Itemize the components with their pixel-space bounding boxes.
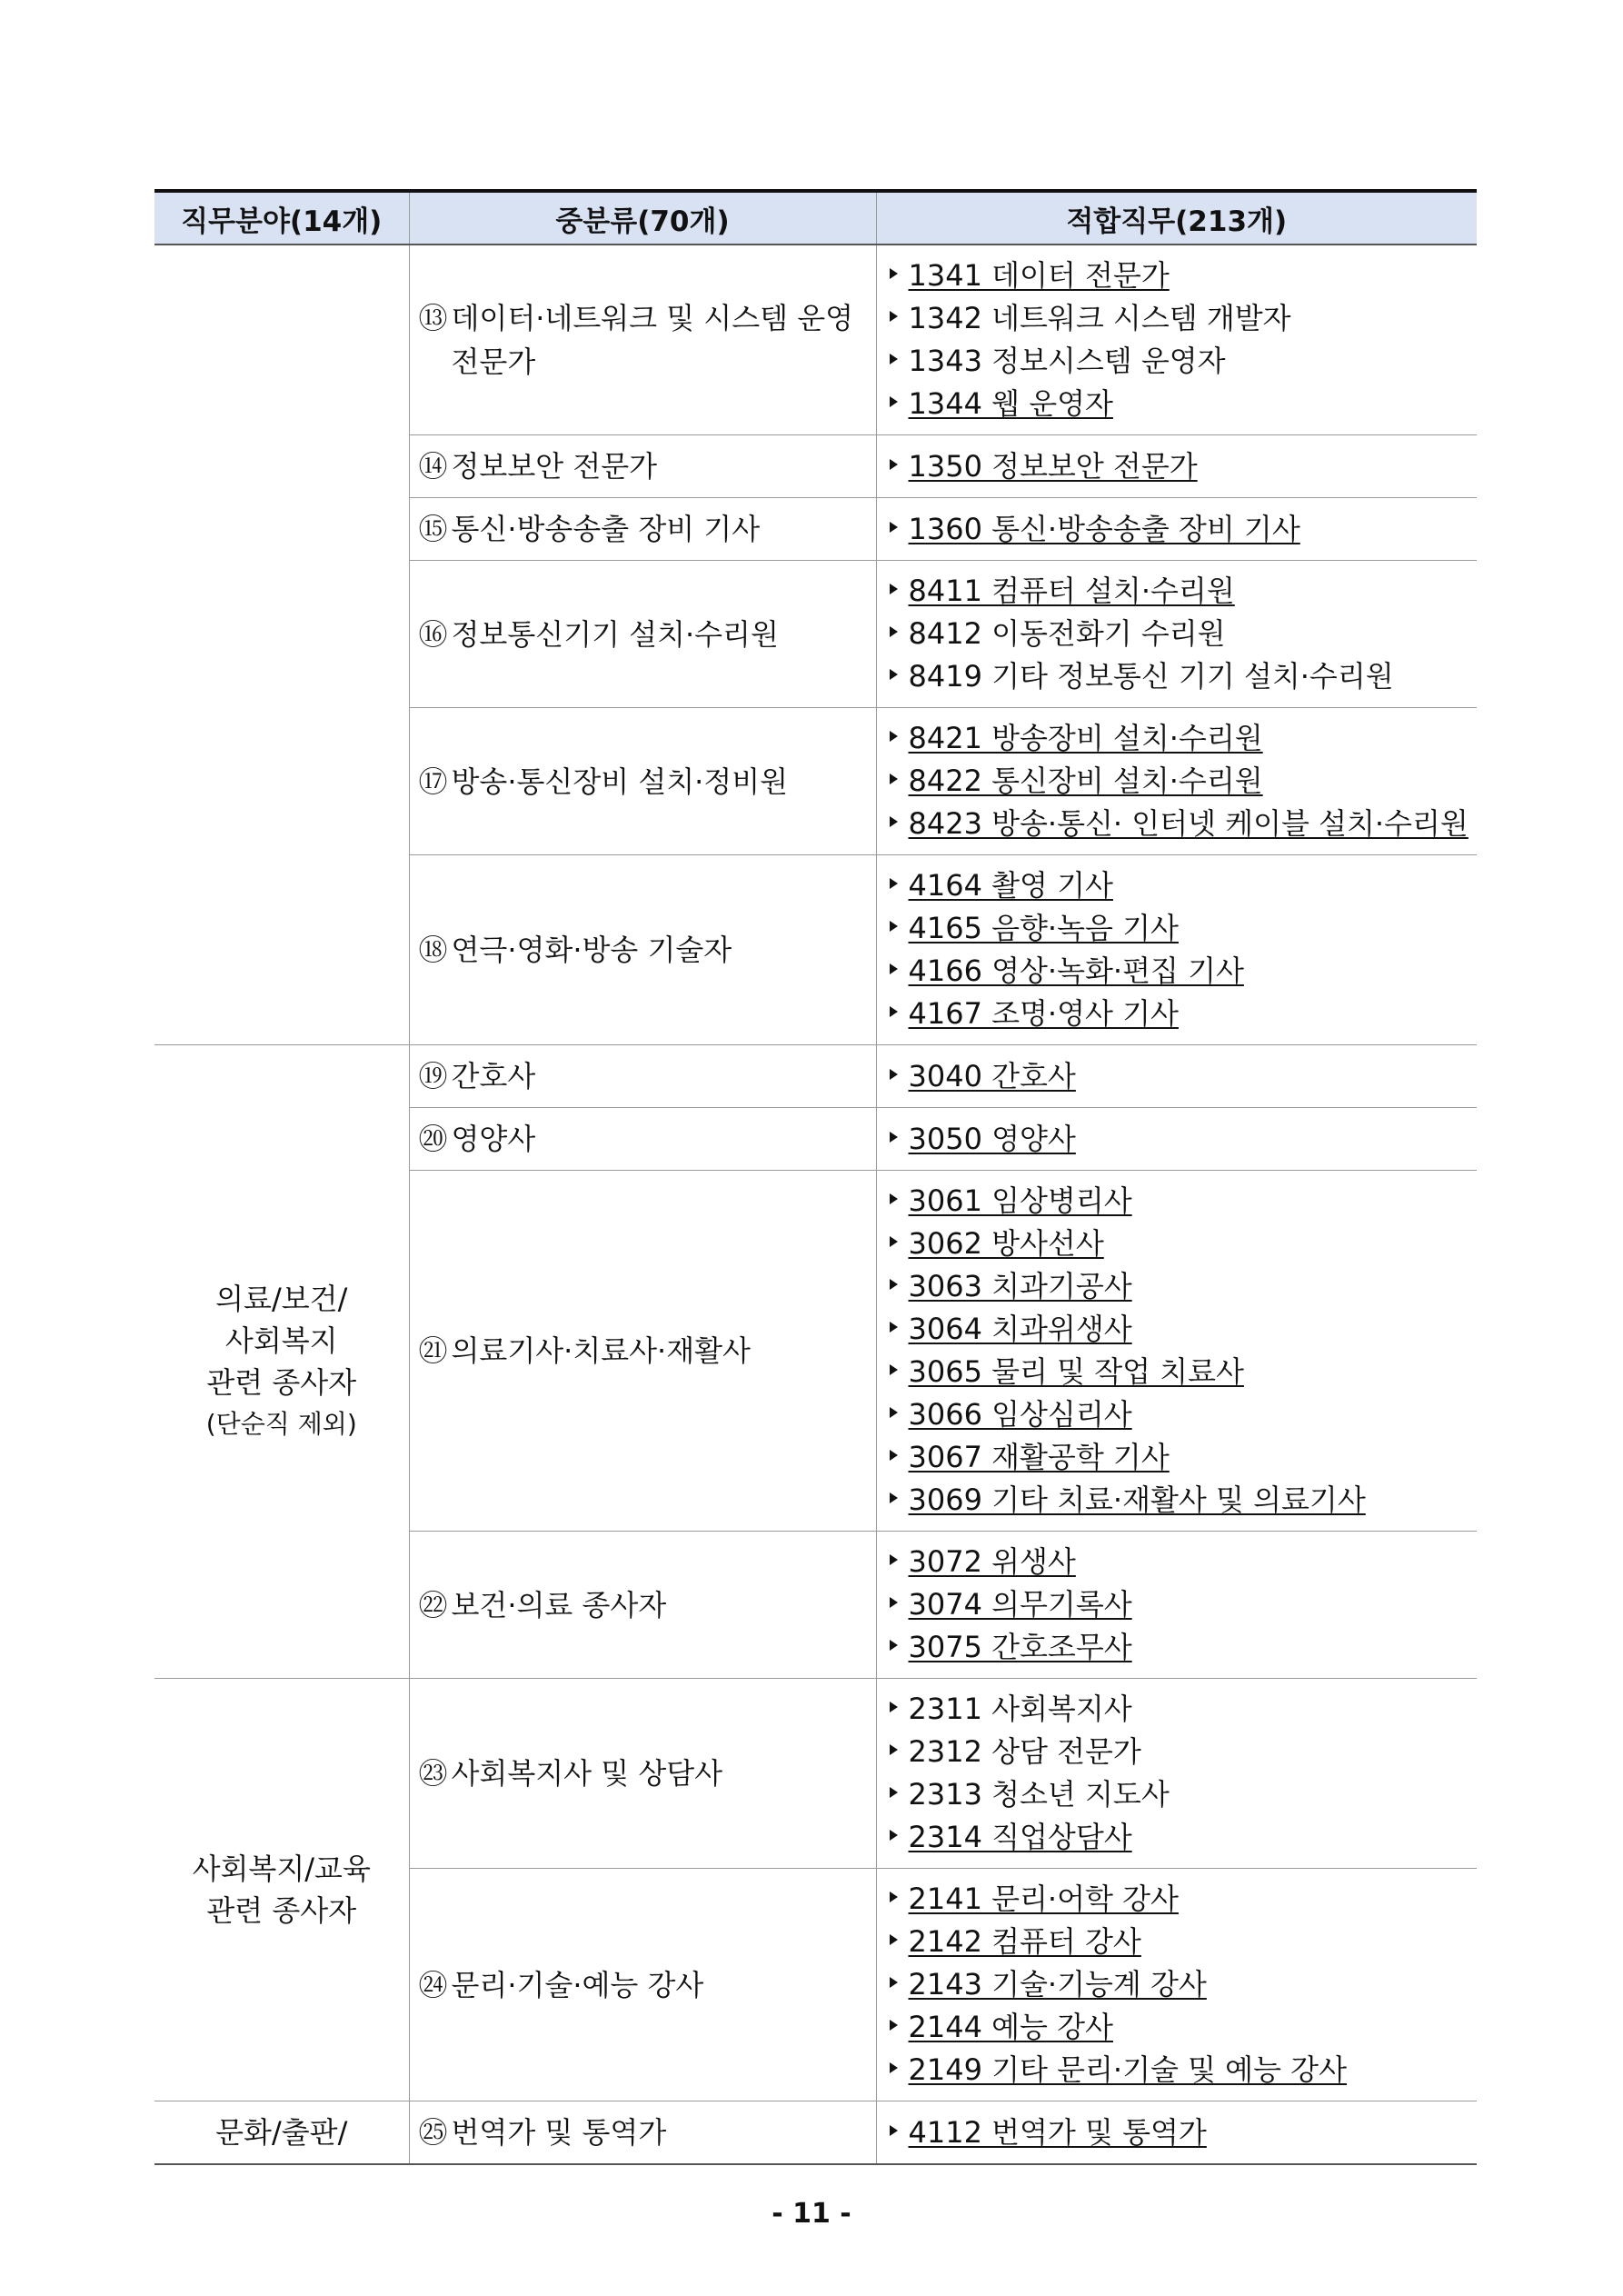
- job-item: [890, 1055, 1470, 1098]
- category-number: ⑱: [418, 933, 448, 967]
- job-label: 1342 네트워크 시스템 개발자: [908, 301, 1291, 335]
- job-label: 3075 간호조무사: [908, 1630, 1132, 1664]
- job-item: [890, 1223, 1470, 1265]
- job-label: 4166 영상·녹화·편집 기사: [908, 953, 1244, 988]
- category-name: 정보보안 전문가: [451, 449, 658, 484]
- category-cell: [409, 1108, 876, 1171]
- job-label: 3064 치과위생사: [908, 1312, 1132, 1346]
- category-cell: [409, 708, 876, 855]
- job-item: [890, 907, 1470, 950]
- job-item: [890, 2111, 1470, 2154]
- triangle-bullet-icon: [890, 1236, 898, 1247]
- job-label: 3065 물리 및 작업 치료사: [908, 1354, 1244, 1389]
- job-label: 3072 위생사: [908, 1544, 1076, 1579]
- category-number: ⑬: [418, 301, 448, 335]
- job-item: [890, 1963, 1470, 2006]
- field-line: 의료/보건/: [215, 1282, 348, 1316]
- triangle-bullet-icon: [890, 459, 898, 470]
- page-number: - 11 -: [772, 2198, 851, 2230]
- category-name: 통신·방송송출 장비 기사: [451, 512, 761, 546]
- job-label: 2141 문리·어학 강사: [908, 1882, 1179, 1916]
- job-label: 3062 방사선사: [908, 1226, 1104, 1261]
- category-name: 정보통신기기 설치·수리원: [451, 616, 779, 652]
- triangle-bullet-icon: [890, 1977, 898, 1988]
- table-row: [154, 2101, 1477, 2165]
- job-item: [890, 760, 1470, 803]
- job-item: [890, 717, 1470, 760]
- job-item: [890, 1921, 1470, 1963]
- job-item: [890, 1265, 1470, 1308]
- job-label: 3069 기타 치료·재활사 및 의료기사: [908, 1482, 1366, 1517]
- job-label: 4165 음향·녹음 기사: [908, 911, 1179, 945]
- field-line: 문화/출판/: [215, 2115, 348, 2150]
- job-label: 8419 기타 정보통신 기기 설치·수리원: [908, 659, 1394, 694]
- jobs-cell: [876, 2101, 1477, 2165]
- category-name: 의료기사·치료사·재활사: [451, 1333, 751, 1368]
- triangle-bullet-icon: [890, 2062, 898, 2073]
- job-item: [890, 445, 1470, 488]
- triangle-bullet-icon: [890, 1640, 898, 1651]
- jobs-cell: [876, 435, 1477, 498]
- category-number: ㉓: [418, 1756, 448, 1791]
- field-cell: [154, 1045, 409, 1679]
- job-table: [154, 189, 1477, 2165]
- job-item: [890, 1436, 1470, 1479]
- jobs-cell: [876, 245, 1477, 435]
- job-label: 8422 통신장비 설치·수리원: [908, 764, 1263, 798]
- job-item: [890, 1393, 1470, 1436]
- job-label: 1341 데이터 전문가: [908, 258, 1170, 293]
- triangle-bullet-icon: [890, 774, 898, 784]
- triangle-bullet-icon: [890, 522, 898, 533]
- jobs-cell: [876, 1679, 1477, 1869]
- jobs-cell: [876, 1171, 1477, 1532]
- job-label: 2143 기술·기능계 강사: [908, 1967, 1207, 2002]
- category-number: ㉔: [418, 1967, 448, 2002]
- job-item: [890, 1118, 1470, 1161]
- category-name: 연극·영화·방송 기술자: [451, 933, 732, 967]
- job-label: 2312 상담 전문가: [908, 1734, 1141, 1769]
- triangle-bullet-icon: [890, 1132, 898, 1143]
- job-label: 3066 임상심리사: [908, 1397, 1132, 1432]
- triangle-bullet-icon: [890, 626, 898, 637]
- category-number: ㉒: [418, 1587, 448, 1622]
- category-cell: [409, 1679, 876, 1869]
- jobs-cell: [876, 1869, 1477, 2101]
- category-number: ⑰: [418, 764, 448, 799]
- category-name: 영양사: [451, 1122, 536, 1156]
- triangle-bullet-icon: [890, 1322, 898, 1333]
- table-row: [154, 245, 1477, 435]
- category-cell: [409, 1869, 876, 2101]
- job-item: [890, 1816, 1470, 1859]
- job-label: 1350 정보보안 전문가: [908, 448, 1198, 484]
- triangle-bullet-icon: [890, 1279, 898, 1290]
- category-number: ㉑: [418, 1333, 448, 1368]
- job-label: 3061 임상병리사: [908, 1183, 1132, 1218]
- field-cell: [154, 2101, 409, 2165]
- field-cell: [154, 1679, 409, 2101]
- triangle-bullet-icon: [890, 1554, 898, 1565]
- job-label: 3074 의무기록사: [908, 1587, 1132, 1622]
- job-item: [890, 255, 1470, 297]
- jobs-cell: [876, 498, 1477, 561]
- category-cell: [409, 245, 876, 435]
- triangle-bullet-icon: [890, 2125, 898, 2136]
- job-item: [890, 340, 1470, 383]
- job-item: [890, 655, 1470, 698]
- triangle-bullet-icon: [890, 311, 898, 322]
- category-cell: [409, 2101, 876, 2165]
- table-row: [154, 1679, 1477, 1869]
- job-item: [890, 1773, 1470, 1816]
- header-category: 중분류(70개): [409, 191, 876, 245]
- job-item: [890, 383, 1470, 425]
- field-line: 관련 종사자: [206, 1893, 357, 1928]
- triangle-bullet-icon: [890, 1069, 898, 1080]
- triangle-bullet-icon: [890, 921, 898, 932]
- job-label: 2149 기타 문리·기술 및 예능 강사: [908, 2052, 1348, 2087]
- triangle-bullet-icon: [890, 584, 898, 594]
- job-item: [890, 1688, 1470, 1731]
- triangle-bullet-icon: [890, 1702, 898, 1712]
- category-number: ㉕: [418, 2115, 448, 2150]
- category-cell: [409, 1171, 876, 1532]
- job-label: 3040 간호사: [908, 1058, 1076, 1093]
- category-number: ⑯: [418, 616, 448, 652]
- job-item: [890, 1180, 1470, 1223]
- triangle-bullet-icon: [890, 1744, 898, 1755]
- jobs-cell: [876, 1045, 1477, 1108]
- category-number: ⑭: [418, 449, 448, 484]
- category-name: 보건·의료 종사자: [451, 1587, 667, 1622]
- job-label: 2142 컴퓨터 강사: [908, 1924, 1141, 1959]
- job-label: 1344 웹 운영자: [908, 386, 1113, 421]
- header-field: 직무분야(14개): [154, 191, 409, 245]
- jobs-cell: [876, 1108, 1477, 1171]
- job-item: [890, 297, 1470, 340]
- triangle-bullet-icon: [890, 1787, 898, 1798]
- job-item: [890, 2049, 1470, 2091]
- job-label: 8421 방송장비 설치·수리원: [908, 721, 1263, 755]
- category-cell: [409, 1045, 876, 1108]
- category-name: 방송·통신장비 설치·정비원: [451, 764, 789, 799]
- triangle-bullet-icon: [890, 354, 898, 364]
- job-item: [890, 993, 1470, 1035]
- field-line: 사회복지: [224, 1323, 338, 1358]
- category-name: 번역가 및 통역가: [451, 2115, 667, 2150]
- job-label: 3050 영양사: [908, 1121, 1076, 1156]
- triangle-bullet-icon: [890, 1364, 898, 1375]
- category-name: 사회복지사 및 상담사: [451, 1756, 723, 1791]
- triangle-bullet-icon: [890, 268, 898, 279]
- job-label: 2311 사회복지사: [908, 1692, 1132, 1726]
- triangle-bullet-icon: [890, 1934, 898, 1945]
- job-item: [890, 570, 1470, 613]
- job-item: [890, 2006, 1470, 2049]
- job-label: 8411 컴퓨터 설치·수리원: [908, 574, 1235, 608]
- job-item: [890, 1878, 1470, 1921]
- job-item: [890, 864, 1470, 907]
- triangle-bullet-icon: [890, 2020, 898, 2031]
- job-item: [890, 508, 1470, 551]
- job-item: [890, 950, 1470, 993]
- job-item: [890, 1731, 1470, 1773]
- triangle-bullet-icon: [890, 1407, 898, 1418]
- table-row: [154, 1045, 1477, 1108]
- triangle-bullet-icon: [890, 878, 898, 889]
- job-label: 3067 재활공학 기사: [908, 1440, 1170, 1474]
- category-number: ⑳: [418, 1122, 448, 1156]
- jobs-cell: [876, 708, 1477, 855]
- category-cell: [409, 855, 876, 1045]
- triangle-bullet-icon: [890, 963, 898, 974]
- triangle-bullet-icon: [890, 1006, 898, 1017]
- job-label: 2144 예능 강사: [908, 2010, 1113, 2044]
- triangle-bullet-icon: [890, 1193, 898, 1204]
- job-item: [890, 1626, 1470, 1669]
- job-label: 1360 통신·방송송출 장비 기사: [908, 511, 1300, 546]
- category-cell: [409, 561, 876, 708]
- job-item: [890, 613, 1470, 655]
- job-label: 8412 이동전화기 수리원: [908, 616, 1226, 651]
- jobs-cell: [876, 855, 1477, 1045]
- category-number: ⑮: [418, 512, 448, 546]
- category-number: ⑲: [418, 1059, 448, 1093]
- job-label: 8423 방송·통신· 인터넷 케이블 설치·수리원: [908, 806, 1469, 841]
- table-header-row: [154, 191, 1477, 245]
- job-item: [890, 1351, 1470, 1393]
- category-cell: [409, 435, 876, 498]
- field-line: 관련 종사자: [206, 1365, 357, 1400]
- job-label: 2314 직업상담사: [908, 1820, 1132, 1854]
- triangle-bullet-icon: [890, 1450, 898, 1461]
- job-label: 3063 치과기공사: [908, 1269, 1132, 1303]
- triangle-bullet-icon: [890, 396, 898, 407]
- job-label: 1343 정보시스템 운영자: [908, 344, 1226, 378]
- triangle-bullet-icon: [890, 1597, 898, 1608]
- field-cell: [154, 245, 409, 1045]
- category-cell: [409, 498, 876, 561]
- jobs-cell: [876, 561, 1477, 708]
- category-name: 간호사: [451, 1059, 536, 1093]
- category-name: 문리·기술·예능 강사: [451, 1967, 704, 2002]
- job-label: 4112 번역가 및 통역가: [908, 2114, 1207, 2150]
- triangle-bullet-icon: [890, 1830, 898, 1841]
- triangle-bullet-icon: [890, 1892, 898, 1902]
- job-item: [890, 803, 1470, 845]
- category-name: 데이터·네트워크 및 시스템 운영 전문가: [451, 301, 854, 379]
- header-jobs: 적합직무(213개): [876, 191, 1477, 245]
- triangle-bullet-icon: [890, 816, 898, 827]
- job-label: 2313 청소년 지도사: [908, 1777, 1170, 1812]
- job-label: 4164 촬영 기사: [908, 868, 1113, 903]
- job-label: 4167 조명·영사 기사: [908, 996, 1179, 1031]
- triangle-bullet-icon: [890, 731, 898, 742]
- triangle-bullet-icon: [890, 1492, 898, 1503]
- job-item: [890, 1541, 1470, 1583]
- field-line: 사회복지/교육: [192, 1852, 371, 1886]
- field-line: (단순직 제외): [205, 1409, 357, 1439]
- job-item: [890, 1308, 1470, 1351]
- job-item: [890, 1479, 1470, 1522]
- category-cell: [409, 1532, 876, 1679]
- triangle-bullet-icon: [890, 669, 898, 680]
- job-item: [890, 1583, 1470, 1626]
- jobs-cell: [876, 1532, 1477, 1679]
